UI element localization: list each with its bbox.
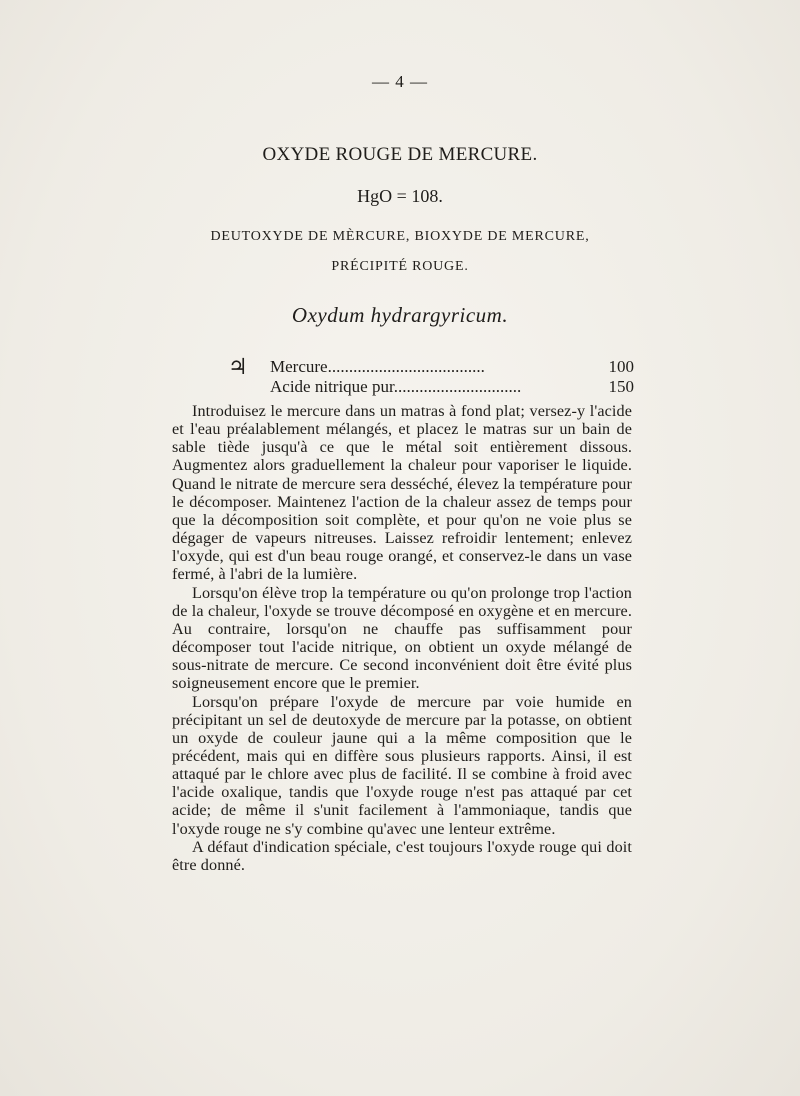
recipe-quantity: 100 [608,357,634,376]
section-title: OXYDE ROUGE DE MERCURE. [262,144,538,165]
recipe-quantity: 150 [608,377,634,396]
paragraph: Introduisez le mercure dans un matras à fond plat; versez-y l'acide et l'eau préalablement mélangés, et placez le matras sur un bain de sable tiède jusqu'à ce que le métal soit entièrement dissous. Augmentez alors graduellement la chaleur pour vaporiser le liquide. Quand le nitrate de mercure sera desséché, élevez la température pour le décomposer. Maintenez l'action de la chaleur assez de temps pour que la décomposition soit complète, et pour qu'on ne voie plus se dégager de vapeurs nitreuses. Laissez refroidir lentement; enlevez l'oxyde, qui est d'un beau rouge orangé, et conservez-le dans un vase fermé, à l'abri de la lumière. [172,402,632,584]
page-number: — 4 — [372,72,428,91]
synonyms-line-2: PRÉCIPITÉ ROUGE. [331,259,469,274]
recipe-line [0,354,800,379]
paragraph: A défaut d'indication spéciale, c'est toujours l'oxyde rouge qui doit être donné. [172,837,632,874]
latin-name: Oxydum hydrargyricum. [291,303,509,327]
body-text [172,402,632,874]
recipe-line [0,377,800,397]
recipe-symbol-icon: ♃ [228,354,248,379]
recipe-ingredient: Acide nitrique pur.............................. [270,377,522,396]
synonyms-line-1: DEUTOXYDE DE MÈRCURE, BIOXYDE DE MERCURE, [210,229,590,244]
paragraph: Lorsqu'on prépare l'oxyde de mercure par voie humide en précipitant un sel de deutoxyde de mercure par la potasse, on obtient un oxyde de couleur jaune qui a la même composition que le précédent, mais qui en diffère sous plusieurs rapports. Ainsi, il est attaqué par le chlore avec plus de facilité. Il se combine à froid avec l'acide oxalique, tandis que l'oxyde rouge n'est pas attaqué par cet acide; de même il s'unit facilement à l'ammoniaque, tandis que l'oxyde rouge ne s'y combine qu'avec une lenteur extrême. [172,692,632,838]
recipe-ingredient: Mercure..................................... [270,357,485,376]
paragraph: Lorsqu'on élève trop la température ou qu'on prolonge trop l'action de la chaleur, l'oxyde se trouve décomposé en oxygène et en mercure. Au contraire, lorsqu'on ne chauffe pas suffisamment pour décomposer tout l'acide nitrique, on obtient un oxyde mélangé de sous-nitrate de mercure. Ce second inconvénient doit être évité plus soigneusement encore que le premier. [172,583,632,693]
chemical-formula: HgO = 108. [357,186,443,206]
